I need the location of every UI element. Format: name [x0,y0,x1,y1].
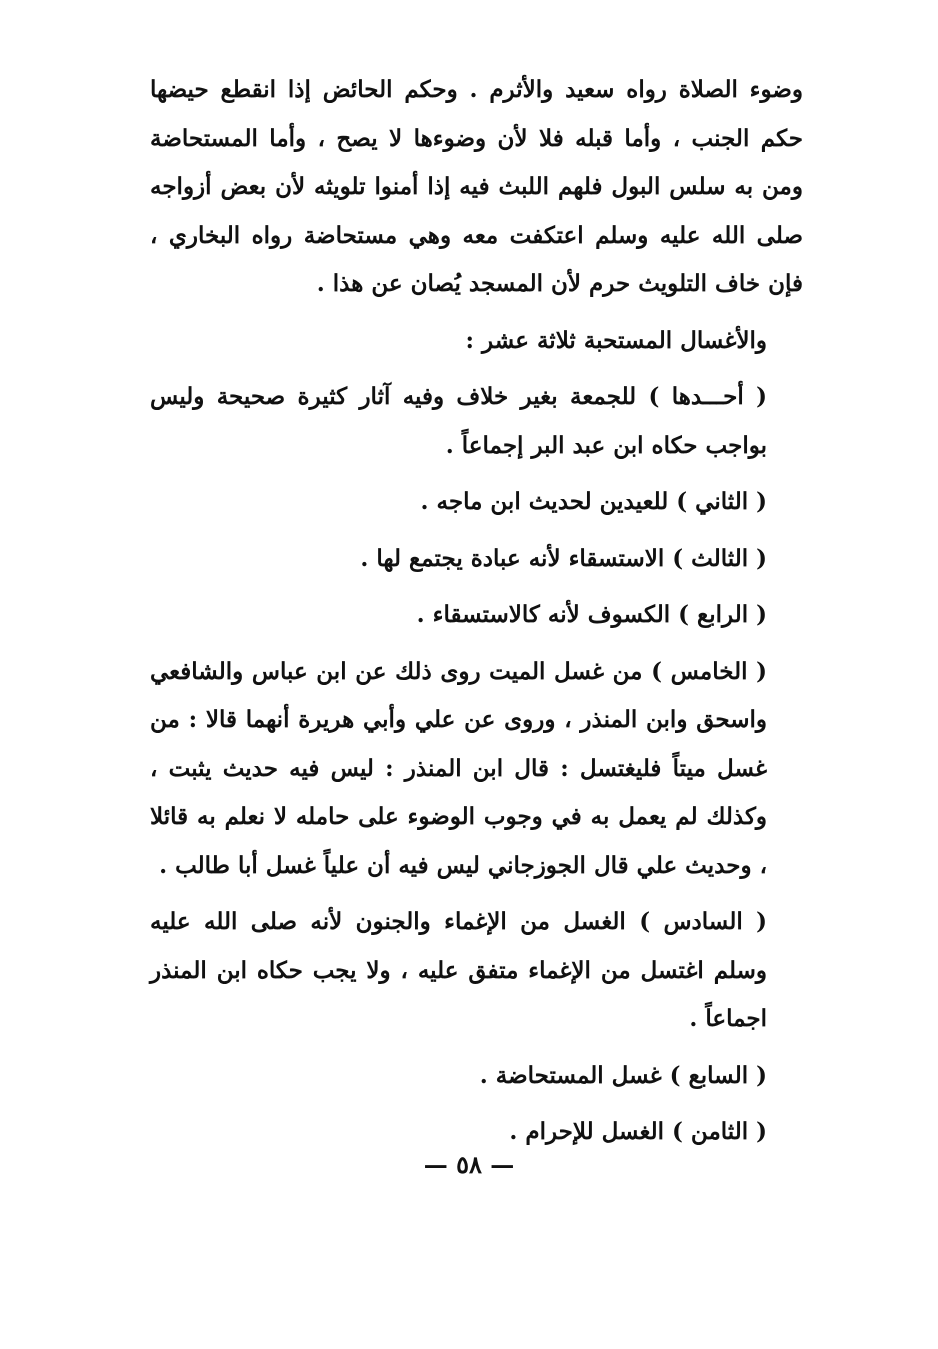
paragraph-fourth-eclipse: ( الرابع ) الكسوف لأنه كالاستسقاء . [416,601,767,628]
page-body [150,66,803,1157]
paragraph-first-friday: ( أحـــدها ) للجمعة بغير خلاف وفيه آثار كثيرة صحيحة وليس بواجب حكاه ابن عبد البر إجماعاً . [150,383,767,459]
paragraph-second-eids: ( الثاني ) للعيدين لحديث ابن ماجه . [420,488,767,515]
paragraph-sixth-fainting: ( السادس ) الغسل من الإغماء والجنون لأنه صلى الله عليه وسلم اغتسل من الإغماء متفق عليه ، ولا يجب حكاه ابن المنذر اجماعاً . [150,908,767,1032]
paragraph-fifth-washing-dead: ( الخامس ) من غسل الميت روى ذلك عن ابن عباس والشافعي واسحق وابن المنذر ، وروى عن علي وأبي هريرة أنهما قالا : من غسل ميتاً فليغتسل : قال ابن المنذر : ليس فيه حديث يثبت ، وكذلك لم يعمل به في وجوب الوضوء على حامله لا نعلم به قائلا ، وحديث علي قال الجوزجاني ليس فيه أن علياً غسل أبا طالب . [150,657,767,879]
page-number: — ٥٨ — [423,1150,515,1179]
paragraph-third-rain-prayer: ( الثالث ) الاستسقاء لأنه عبادة يجتمع لها . [360,544,767,572]
paragraph-eighth-ihram: ( الثامن ) الغسل للإحرام . [509,1118,767,1145]
paragraph-wudu-menstruation: وضوء الصلاة رواه سعيد والأثرم . وحكم الحائض إذا انقطع حيضها حكم الجنب ، وأما قبله فلا لأن وضوءها لا يصح ، وأما المستحاضة ومن به سلس البول فلهم اللبث فيه إذا أمنوا تلويثه لأن بعض أزواجه صلى الله عليه وسلم اعتكفت معه وهي مستحاضة رواه البخاري ، فإن خاف التلويث حرم لأن المسجد يُصان عن هذا . [150,76,803,297]
paragraph-recommended-washings-intro: والأغسال المستحبة ثلاثة عشر : [465,326,767,354]
paragraph-seventh-istihada: ( السابع ) غسل المستحاضة . [479,1061,767,1089]
